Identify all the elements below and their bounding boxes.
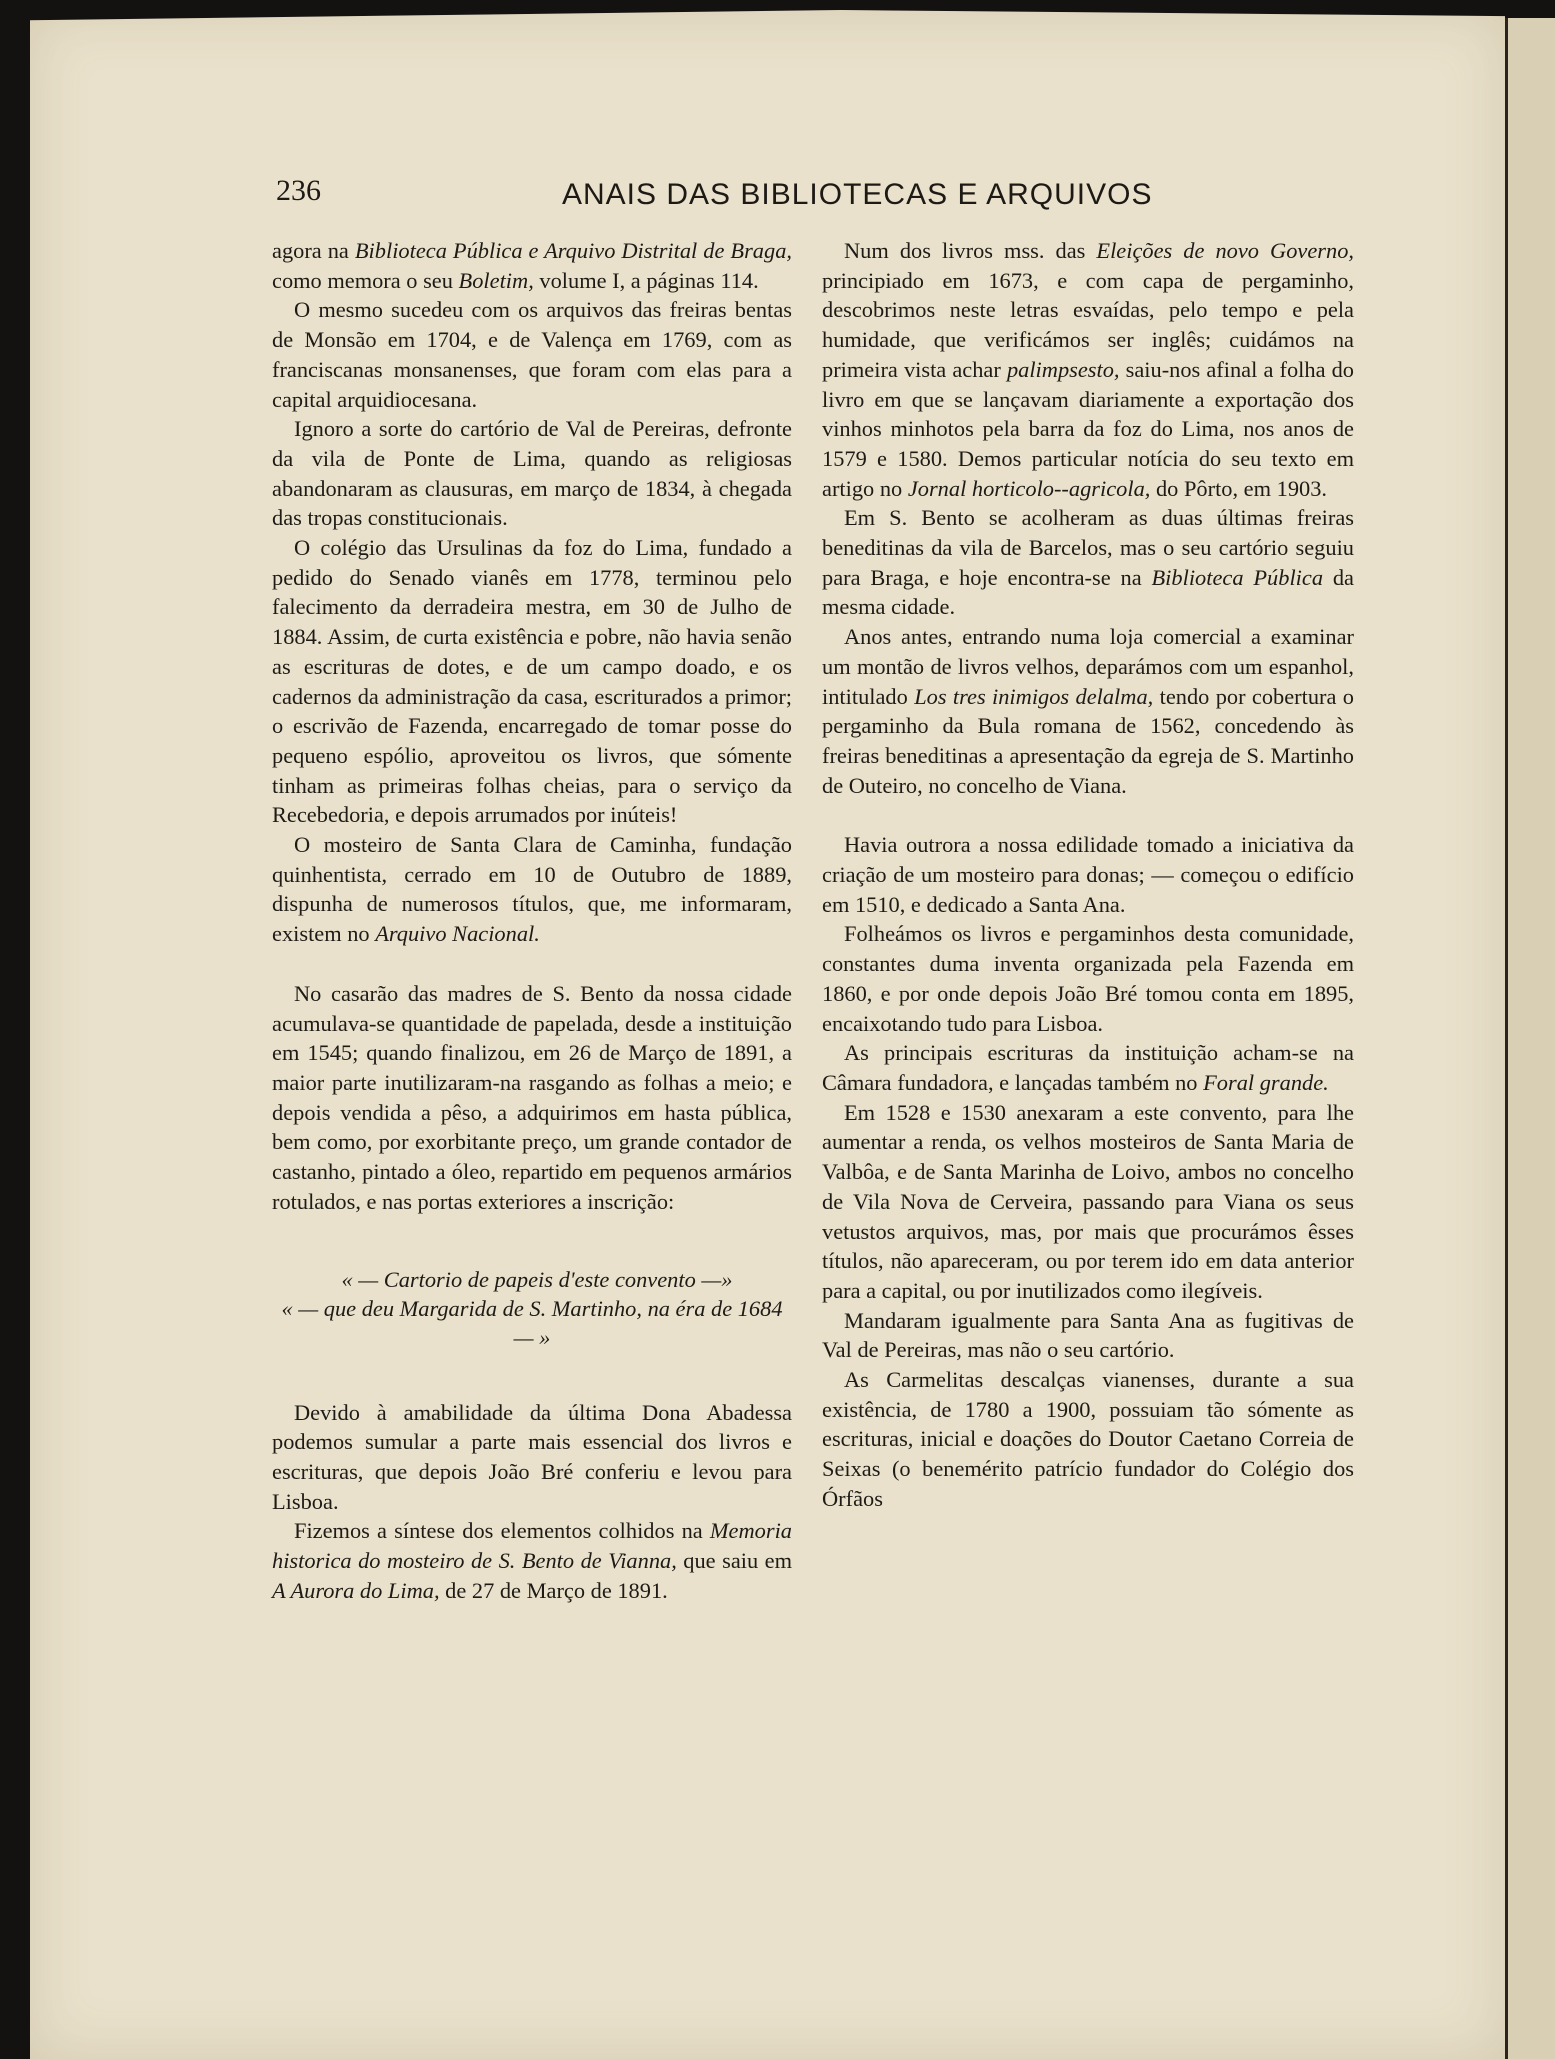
text-run: como memora o seu [272,267,459,293]
italic-title: Arquivo Nacional. [375,921,540,947]
paragraph [272,1516,792,1605]
paragraph: Devido à amabilidade da última Dona Abadessa podemos sumular a parte mais essencial dos livros e escrituras, que depois João Bré conferiu e levou para Lisboa. [272,1399,792,1514]
text-run: Fizemos a síntese dos elementos colhidos na [294,1518,710,1544]
text-run: tendo por cobertura o pergaminho da Bula romana de 1562, concedendo às freiras beneditinas a apresentação da egreja de S. Martinho de Outeiro, no concelho de Viana. [822,683,1355,798]
text-run: do Pôrto, em 1903. [1150,475,1328,501]
page-number: 236 [276,174,321,207]
quote-line: « — que deu Margarida de S. Martinho, na éra de 1684 — » [281,1295,783,1350]
running-title: ANAIS DAS BIBLIOTECAS E ARQUIVOS [562,178,1153,211]
text-run: volume I, a páginas 114. [533,267,759,293]
italic-title: Eleições de novo Governo, [1096,238,1354,263]
italic-title: palimpsesto, [1006,356,1120,382]
paragraph [822,236,1354,503]
right-column [822,236,1354,1514]
paragraph [822,1038,1354,1097]
text-run: Em S. Bento se acolheram as duas últimas freiras beneditinas da vila de Barcelos, mas o seu cartório seguiu para Braga, e hoje encontra-se na [822,505,1354,590]
running-header [0,170,1555,220]
paragraph: Em 1528 e 1530 anexaram a este convento, para lhe aumentar a renda, os velhos mosteiros de Santa Maria de Valbôa, e de Santa Marinha de Loivo, ambos no concelho de Vila Nova de Cerveira, passando para Viana os seus vetustos arquivos, mas, por mais que procurámos êsses títulos, não apareceram, ou por terem ido em data anterior para a capital, ou por inutilizados como ilegíveis. [822,1099,1354,1303]
paragraph: Folheámos os livros e pergaminhos desta comunidade, constantes duma inventa organizada pela Fazenda em 1860, e por onde depois João Bré tomou conta em 1895, encaixotando tudo para Lisboa. [822,921,1354,1036]
italic-title: Los tres inimigos delalma, [914,683,1154,709]
italic-title: Biblioteca Pública e Arquivo Distrital de Braga, [354,238,792,263]
quote-line: « — Cartorio de papeis d'este convento —» [341,1266,733,1292]
italic-title: Biblioteca Pública [1151,564,1324,590]
paragraph: O colégio das Ursulinas da foz do Lima, fundado a pedido do Senado vianês em 1778, terminou pelo falecimento da derradeira mestra, em 30 de Julho de 1884. Assim, de curta existência e pobre, não havia senão as escrituras de dotes, e de um campo doado, e os cadernos da administração da casa, escriturados a primor; o escrivão de Fazenda, encarregado de tomar posse do pequeno espólio, aproveitou os livros, que sómente tinham as primeiras folhas cheias, para o serviço da Recebedoria, e depois arrumados por inúteis! [272,535,792,828]
left-column [272,236,792,1605]
text-run: saiu-nos afinal a folha do livro em que se lançavam diariamente a exportação dos vinhos minhotos pela barra da foz do Lima, nos anos de 1579 e 1580. Demos particular notícia do seu texto em artigo no [822,356,1355,501]
paragraph: No casarão das madres de S. Bento da nossa cidade acumulava-se quantidade de papelada, desde a instituição em 1545; quando finalizou, em 26 de Março de 1891, a maior parte inutilizaram-na rasgando as folhas a meio; e depois vendida a pêso, a adquirimos em hasta pública, bem como, por exorbitante preço, um grande contador de castanho, pintado a óleo, repartido em pequenos armários rotulados, e nas portas exteriores a inscrição: [272,980,792,1214]
paragraph: As Carmelitas descalças vianenses, durante a sua existência, de 1780 a 1900, possuiam tão sómente as escrituras, inicial e doações do Doutor Caetano Correia de Seixas (o benemérito patrício fundador do Colégio dos Órfãos [822,1367,1354,1511]
italic-title: Foral grande. [1203,1069,1329,1095]
paragraph: O mesmo sucedeu com os arquivos das freiras bentas de Monsão em 1704, e de Valença em 1769, com as franciscanas monsanenses, que foram com elas para a capital arquidiocesana. [272,297,792,412]
italic-title: A Aurora do Lima, [272,1577,440,1603]
paragraph: Mandaram igualmente para Santa Ana as fugitivas de Val de Pereiras, mas não o seu cartório. [822,1307,1354,1363]
text-run: de 27 de Março de 1891. [439,1577,668,1603]
text-run: Num dos livros mss. das [844,238,1097,263]
text-run: que saiu em [676,1548,793,1574]
paragraph: Ignoro a sorte do cartório de Val de Pereiras, defronte da vila de Ponte de Lima, quando as religiosas abandonaram as clausuras, em março de 1834, à chegada das tropas constitucionais. [272,416,792,531]
text-run: O mosteiro de Santa Clara de Caminha, fundação quinhentista, cerrado em 10 de Outubro de 1889, dispunha de numerosos títulos, que, me informaram, existem no [272,832,792,947]
text-run: agora na [272,238,355,263]
inscription-quote [272,1265,792,1352]
adjacent-page-edge [1505,18,1555,2059]
paragraph: Havia outrora a nossa edilidade tomado a iniciativa da criação de um mosteiro para donas; — começou o edifício em 1510, e dedicado a Santa Ana. [822,832,1354,917]
italic-title: Jornal horticolo--agricola, [907,475,1151,501]
text-run: Anos antes, entrando numa loja comercial a examinar um montão de livros velhos, deparámos com um espanhol, intitulado [822,624,1354,709]
italic-title: Boletim, [458,267,534,293]
text-run: principiado em 1673, e com capa de pergaminho, descobrimos neste letras esvaídas, pelo tempo e pela humidade, que verificámos ser inglês; cuidámos na primeira vista achar [822,267,1354,382]
paragraph [822,503,1354,622]
italic-title: Memoria historica do mosteiro de S. Bento de Vianna, [272,1518,792,1574]
paragraph [272,236,792,295]
text-run: As principais escrituras da instituição acham-se na Câmara fundadora, e lançadas também no [822,1040,1354,1095]
text-run: da mesma cidade. [822,564,1354,620]
paragraph [822,622,1354,800]
paragraph [272,830,792,949]
